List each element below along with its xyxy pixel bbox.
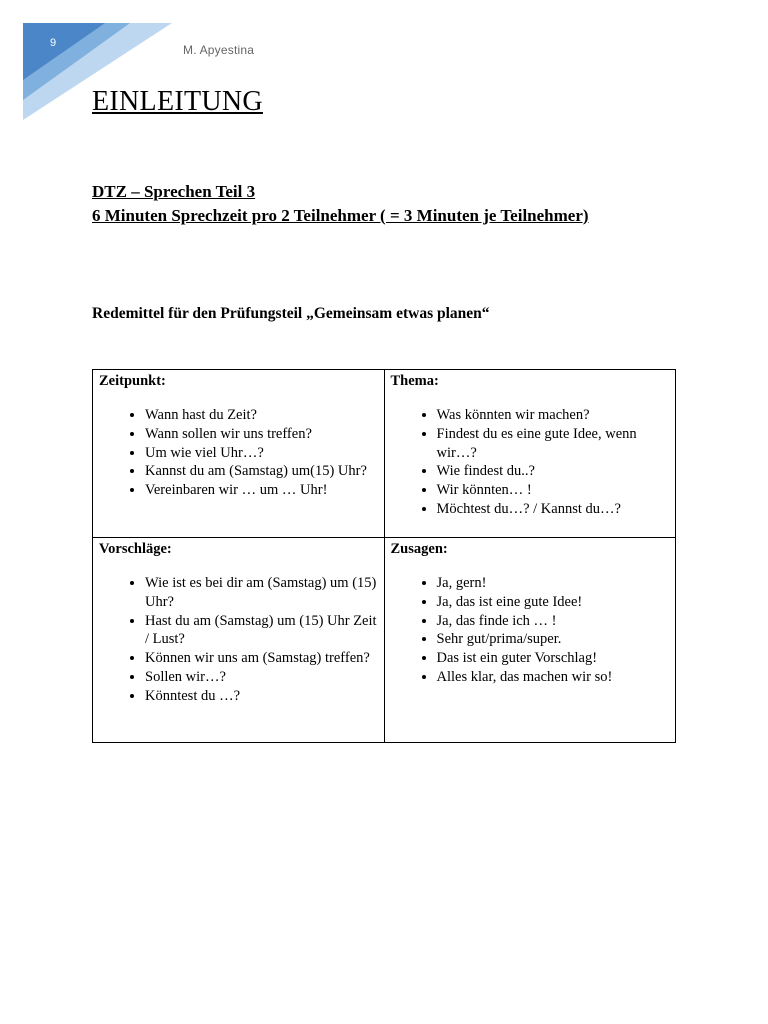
cell-heading: Vorschläge: — [99, 541, 172, 557]
page-title: EINLEITUNG — [92, 86, 263, 117]
list-item: • Was könnten wir machen? — [437, 406, 670, 425]
list-item: • Vereinbaren wir … um … Uhr! — [145, 481, 378, 500]
phrases-table — [92, 369, 676, 743]
subtitle-line-2: 6 Minuten Sprechzeit pro 2 Teilnehmer ( = 3 Minuten je Teilnehmer) — [92, 205, 589, 225]
subtitle-line-1: DTZ – Sprechen Teil 3 — [92, 182, 256, 201]
list-item: • Ja, gern! — [437, 574, 670, 593]
intro-heading: Redemittel für den Prüfungsteil „Gemeinsam etwas planen“ — [92, 305, 490, 322]
cell-heading: Zusagen: — [390, 541, 448, 557]
list-item: • Wie ist es bei dir am (Samstag) um (15) Uhr? — [145, 574, 378, 612]
subtitle-block — [92, 180, 612, 227]
list-item: • Wir könnten… ! — [437, 481, 670, 500]
phrase-list — [391, 406, 670, 519]
list-item: • Das ist ein guter Vorschlag! — [437, 649, 670, 668]
phrase-list — [99, 574, 378, 706]
cell-heading: Zeitpunkt: — [99, 373, 166, 389]
list-item: • Kannst du am (Samstag) um(15) Uhr? — [145, 462, 378, 481]
author-name: M. Apyestina — [183, 43, 255, 57]
cell-zeitpunkt — [93, 370, 385, 538]
page-number: 9 — [50, 37, 57, 49]
cell-thema — [384, 370, 676, 538]
cell-vorschlaege — [93, 538, 385, 743]
list-item: • Findest du es eine gute Idee, wenn wir…? — [437, 425, 670, 463]
list-item: • Wie findest du..? — [437, 462, 670, 481]
phrase-list — [99, 406, 378, 500]
list-item: • Wann hast du Zeit? — [145, 406, 378, 425]
list-item: • Sollen wir…? — [145, 668, 378, 687]
list-item: • Hast du am (Samstag) um (15) Uhr Zeit / Lust? — [145, 612, 378, 650]
list-item: • Können wir uns am (Samstag) treffen? — [145, 649, 378, 668]
list-item: • Möchtest du…? / Kannst du…? — [437, 500, 670, 519]
list-item: • Ja, das finde ich … ! — [437, 612, 670, 631]
cell-heading: Thema: — [390, 373, 439, 389]
list-item: • Wann sollen wir uns treffen? — [145, 425, 378, 444]
list-item: • Könntest du …? — [145, 687, 378, 706]
list-item: • Ja, das ist eine gute Idee! — [437, 593, 670, 612]
phrase-list — [391, 574, 670, 687]
list-item: • Alles klar, das machen wir so! — [437, 668, 670, 687]
cell-zusagen — [384, 538, 676, 743]
list-item: • Sehr gut/prima/super. — [437, 630, 670, 649]
list-item: • Um wie viel Uhr…? — [145, 444, 378, 463]
